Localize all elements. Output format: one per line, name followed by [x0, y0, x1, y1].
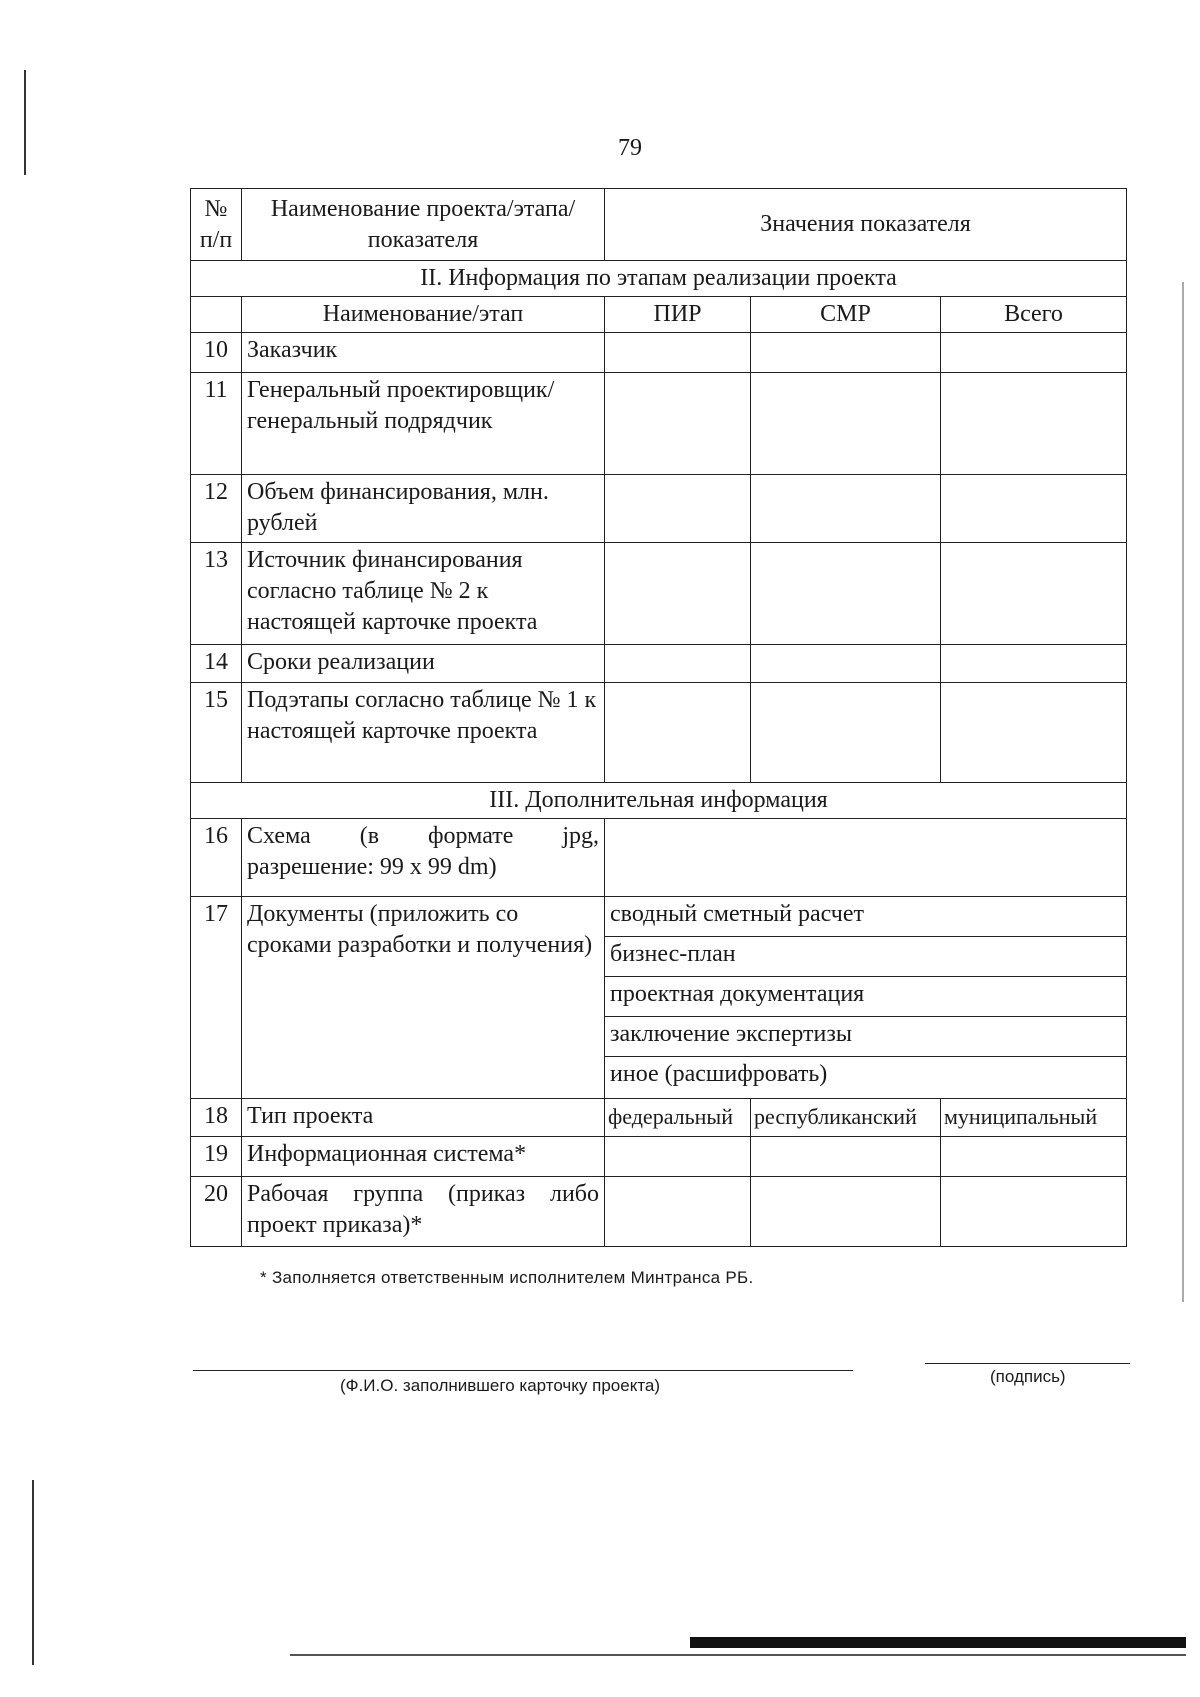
smr-cell: [751, 683, 941, 783]
row-label: Документы (приложить со сроками разработки и получения): [242, 897, 605, 1099]
pir-cell: [605, 683, 751, 783]
table-row: [191, 897, 1127, 937]
row-label: Генеральный проектировщик/генеральный подрядчик: [242, 373, 605, 475]
total-cell: [941, 683, 1127, 783]
row-number: 19: [191, 1137, 242, 1177]
document-item: иное (расшифровать): [605, 1057, 1127, 1099]
signature-caption: (подпись): [990, 1367, 1066, 1386]
scan-bottom-bar: [690, 1637, 1186, 1648]
document-item: сводный сметный расчет: [605, 897, 1127, 937]
row-label-line: разрешение: 99 x 99 dm): [247, 854, 497, 880]
row-number: 15: [191, 683, 242, 783]
document-item: заключение экспертизы: [605, 1017, 1127, 1057]
row-label: Источник финансирования согласно таблице № 2 к настоящей карточке проекта: [242, 543, 605, 645]
row-number: 14: [191, 645, 242, 683]
name-signature-line: [193, 1370, 853, 1371]
row-label: Объем финансирования, млн. рублей: [242, 475, 605, 543]
page-number: 79: [618, 135, 642, 161]
table-row: [191, 819, 1127, 897]
subheader-empty-cell: [191, 297, 242, 333]
scan-bottom-line: [290, 1654, 1186, 1656]
project-card-table: [190, 188, 1127, 1247]
smr-cell: [751, 333, 941, 373]
type-federal: федеральный: [605, 1099, 751, 1137]
total-cell: [941, 543, 1127, 645]
row-number: 20: [191, 1177, 242, 1247]
table-header-row: [191, 189, 1127, 261]
table-row: [191, 1137, 1127, 1177]
row-number: 18: [191, 1099, 242, 1137]
row-label: [242, 1177, 605, 1247]
table-row: [191, 373, 1127, 475]
table-row: [191, 645, 1127, 683]
subheader-total: Всего: [941, 297, 1127, 333]
row-label: Заказчик: [242, 333, 605, 373]
row-number: 16: [191, 819, 242, 897]
scan-margin-mark: [24, 70, 26, 175]
table-row: [191, 683, 1127, 783]
section-2-subheader-row: [191, 297, 1127, 333]
header-name: Наименование проекта/этапа/показателя: [242, 189, 605, 261]
row-number: 12: [191, 475, 242, 543]
subheader-name: Наименование/этап: [242, 297, 605, 333]
pir-cell: [605, 333, 751, 373]
row-label: [242, 819, 605, 897]
row-number: 13: [191, 543, 242, 645]
scheme-value-cell: [605, 819, 1127, 897]
row-label: Информационная система*: [242, 1137, 605, 1177]
pir-cell: [605, 645, 751, 683]
header-num: № п/п: [191, 189, 242, 261]
document-item: проектная документация: [605, 977, 1127, 1017]
smr-cell: [751, 543, 941, 645]
row-label: Сроки реализации: [242, 645, 605, 683]
row-label: Тип проекта: [242, 1099, 605, 1137]
smr-cell: [751, 373, 941, 475]
header-values: Значения показателя: [605, 189, 1127, 261]
scan-margin-mark: [32, 1480, 34, 1665]
row-label-line: Схема (в формате jpg,: [247, 823, 599, 849]
pir-cell: [605, 543, 751, 645]
federal-cell: [605, 1137, 751, 1177]
republican-cell: [751, 1177, 941, 1247]
type-republican: республиканский: [751, 1099, 941, 1137]
table-row: [191, 475, 1127, 543]
republican-cell: [751, 1137, 941, 1177]
smr-cell: [751, 475, 941, 543]
section-2-row: [191, 261, 1127, 297]
section-3-row: [191, 783, 1127, 819]
section-3-title: III. Дополнительная информация: [191, 783, 1127, 819]
row-label-line: Рабочая группа (приказ либо: [247, 1181, 599, 1207]
type-municipal: муниципальный: [941, 1099, 1127, 1137]
total-cell: [941, 333, 1127, 373]
name-caption: (Ф.И.О. заполнившего карточку проекта): [340, 1376, 661, 1395]
pir-cell: [605, 475, 751, 543]
footnote: * Заполняется ответственным исполнителем Минтранса РБ.: [260, 1268, 754, 1287]
row-label-line: проект приказа)*: [247, 1212, 423, 1238]
total-cell: [941, 645, 1127, 683]
municipal-cell: [941, 1177, 1127, 1247]
document-item: бизнес-план: [605, 937, 1127, 977]
table-row: [191, 1099, 1127, 1137]
table-row: [191, 1177, 1127, 1247]
smr-cell: [751, 645, 941, 683]
section-2-title: II. Информация по этапам реализации проекта: [191, 261, 1127, 297]
federal-cell: [605, 1177, 751, 1247]
table-row: [191, 333, 1127, 373]
row-number: 11: [191, 373, 242, 475]
row-label: Подэтапы согласно таблице № 1 к настоящей карточке проекта: [242, 683, 605, 783]
pir-cell: [605, 373, 751, 475]
scan-margin-mark: [1182, 282, 1184, 1302]
row-number: 17: [191, 897, 242, 1099]
subheader-pir: ПИР: [605, 297, 751, 333]
signature-line: [925, 1363, 1130, 1364]
total-cell: [941, 475, 1127, 543]
subheader-smr: СМР: [751, 297, 941, 333]
table-row: [191, 543, 1127, 645]
total-cell: [941, 373, 1127, 475]
row-number: 10: [191, 333, 242, 373]
municipal-cell: [941, 1137, 1127, 1177]
